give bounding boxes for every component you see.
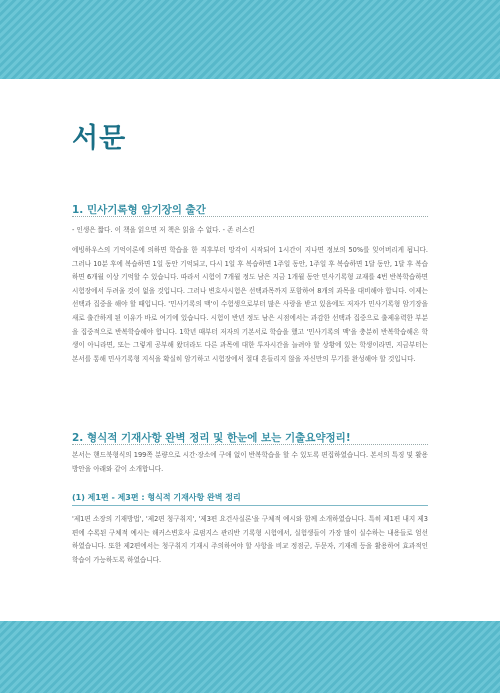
section2-subparagraph: '제1편 소장의 기재방법', '제2편 청구취지', '제3편 요건사실론'을 구체적 예시와 함께 소개하였습니다. 특히 제1편 내지 제3편에 수록된 구체적 예시는 해커스변호사 로펌지스 관리반 기록형 시험에서, 실험생들이 가장 많이 실수하는 내용들로 엄선하였습니다. 또한 제2편에서는 청구취지 기재시 주의하여야 할 사항을 비교 정점군, 두문자, 기재례 등을 활용하여 효과적인 학습이 가능하도록 하였습니다. (72, 515, 428, 564)
section2-paragraph: 본서는 핸드북형식의 199쪽 분량으로 시간·장소에 구애 없이 반복학습을 할 수 있도록 편집하였습니다. 본서의 특징 및 활용방안을 아래와 같이 소개합니다. (72, 451, 428, 473)
section1-divider (72, 216, 428, 217)
section2-subheading: (1) 제1편 - 제3편 : 형식적 기재사항 완벽 정리 (72, 493, 241, 502)
top-decorative-band (0, 0, 500, 79)
section2-divider (72, 444, 428, 445)
section1-paragraph: 에빙하우스의 기억이론에 의하면 학습을 한 직후부터 망각이 시작되어 1시간이 지나면 정보의 50%를 잊어버리게 됩니다. 그러나 10분 후에 복습하면 1일 동안 기억되고, 다시 1일 후 복습하면 1주일 동안, 1주일 후 복습하면 1달 동안, 1달 후 복습하면 6개월 이상 기억할 수 있습니다. 따라서 시험이 7개월 정도 남은 지금 1개월 동안 민사기록형 교재를 4번 반복학습하면 시험장에서 두려울 것이 없을 것입니다. 그러나 변호사시험은 선택과목까지 포함하여 8개의 과목을 대비해야 합니다. 이제는 선택과 집중을 해야 할 때입니다. '민사기록의 맥'이 수험생으로부터 많은 사랑을 받고 있음에도 저자가 민사기록형 암기장을 새로 출간하게 된 이유가 바로 여기에 있습니다. 시험이 반년 정도 남은 시점에서는 과감한 선택과 집중으로 출제유력한 부분을 집중적으로 반복학습해야 합니다. 1학년 때부터 저자의 기본서로 학습을 했고 '민사기록의 맥'을 충분히 반복학습해온 학생이 아니라면, 또는 그렇게 공부해 왔더라도 다른 과목에 대한 투자시간을 늘려야 할 상황에 있는 학생이라면, 지금부터는 본서를 통해 민사기록형 지식을 확실히 암기하고 시험장에서 절대 흔들리지 않을 자신만의 무기를 완성해야 할 것입니다. (72, 246, 428, 363)
subheading-underline (72, 505, 428, 506)
bottom-decorative-band (0, 621, 500, 693)
page-title: 서문 (72, 123, 127, 154)
section1-quote: - 인생은 짧다. 이 책을 읽으면 저 책은 읽을 수 없다. - 존 러스킨 (72, 226, 255, 234)
section2-heading: 2. 형식적 기재사항 완벽 정리 및 한눈에 보는 기출요약정리! (72, 432, 351, 444)
section1-heading: 1. 민사기록형 암기장의 출간 (72, 204, 206, 216)
